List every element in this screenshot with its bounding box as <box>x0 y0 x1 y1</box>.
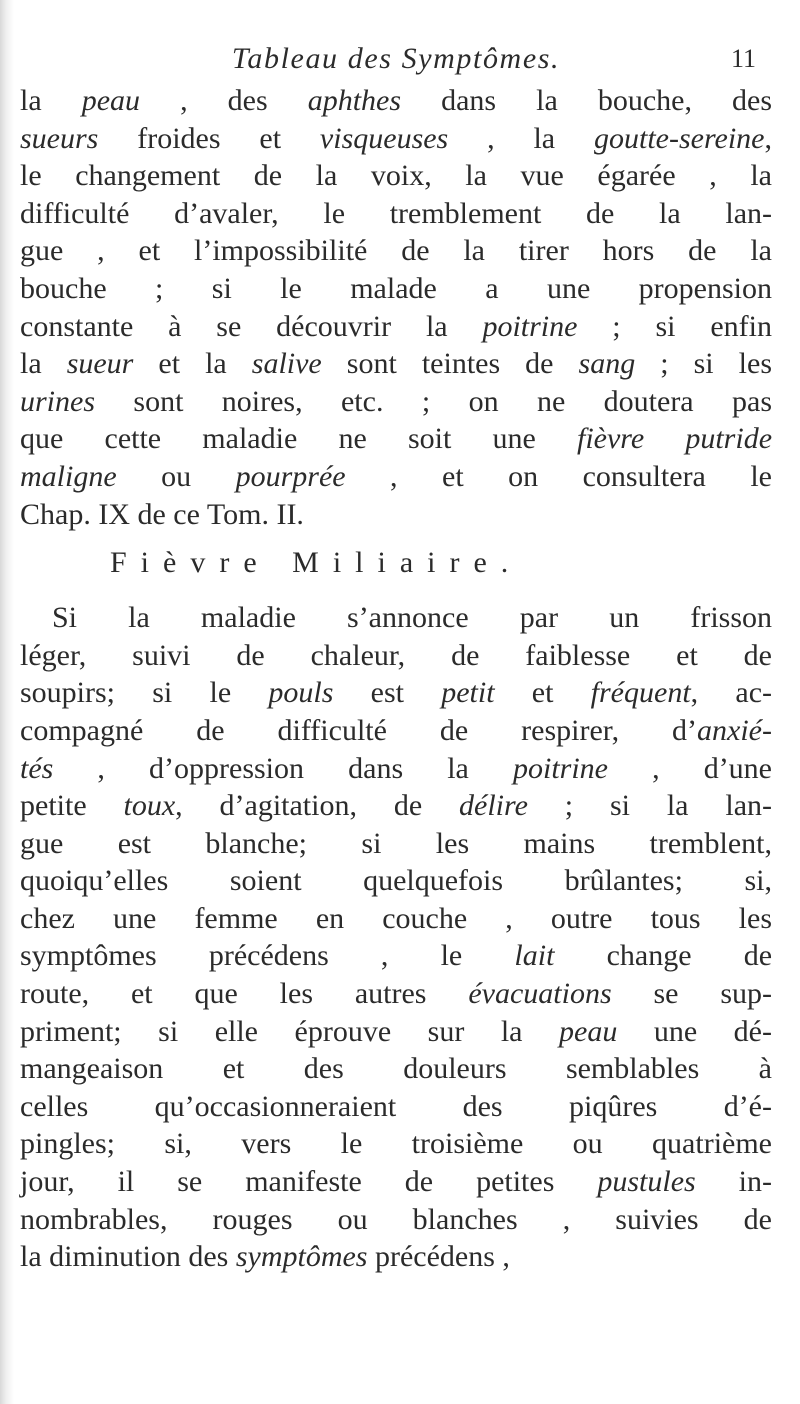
text-segment: bouche ; si le malade a une propension <box>20 271 772 305</box>
text-segment: , d’agitation, de <box>175 789 460 823</box>
text-segment: in- <box>695 1165 772 1199</box>
running-title: Tableau des Symptômes. <box>231 42 561 75</box>
text-line <box>20 270 772 308</box>
italic-term: sueur <box>66 347 134 381</box>
text-segment: Chap. IX de ce Tom. II. <box>20 497 304 531</box>
italic-term: fréquent <box>590 676 691 710</box>
text-line <box>20 862 772 900</box>
text-segment: compagné de difficulté de respirer, d’ <box>20 713 698 747</box>
page-gutter-shadow <box>0 0 14 1404</box>
text-segment: , <box>764 121 772 155</box>
text-line <box>20 345 772 383</box>
text-segment: , la <box>448 121 594 155</box>
text-line <box>20 637 772 675</box>
text-segment: une dé- <box>617 1014 772 1048</box>
text-line <box>20 1050 772 1088</box>
text-segment: chez une femme en couche , outre tous les <box>20 901 772 935</box>
text-segment: est <box>333 676 442 710</box>
text-segment: change de <box>554 939 773 973</box>
text-line <box>20 420 772 458</box>
text-segment: froides et <box>98 121 320 155</box>
italic-term: pustules <box>597 1165 696 1199</box>
text-line <box>20 120 772 158</box>
text-segment: se sup- <box>611 977 773 1011</box>
paragraph-2 <box>20 599 772 1276</box>
text-segment: priment; si elle éprouve sur la <box>20 1014 559 1048</box>
text-segment: , d’oppression dans la <box>53 751 513 785</box>
page-number: 11 <box>730 44 756 73</box>
text-segment: symptômes précédens , le <box>20 939 515 973</box>
italic-term: lait <box>514 939 555 973</box>
text-line <box>20 599 772 637</box>
italic-term: évacuations <box>468 977 612 1011</box>
text-segment: la <box>425 309 483 343</box>
italic-term: délire <box>459 789 528 823</box>
text-segment: petite <box>20 789 124 823</box>
italic-term: salive <box>251 347 322 381</box>
text-segment: jour, il se manifeste de petites <box>20 1165 598 1199</box>
text-segment: , des <box>140 84 308 117</box>
text-segment: que cette maladie ne soit une <box>20 422 577 456</box>
text-segment: Si la maladie s’annonce par un frisson <box>52 601 772 635</box>
text-line <box>20 1163 772 1201</box>
italic-term: visqueuses <box>319 121 449 155</box>
italic-term: fièvre putride <box>576 422 773 456</box>
text-segment: route, et que les autres <box>20 977 469 1011</box>
text-segment: léger, suivi de chaleur, de faiblesse et de <box>20 638 772 672</box>
italic-term: symptômes <box>235 1240 368 1274</box>
text-segment: précédens , <box>367 1240 510 1274</box>
text-segment: mangeaison et des douleurs semblables à <box>20 1052 772 1086</box>
text-segment: sont noires, etc. ; on ne doutera pas <box>95 384 772 418</box>
italic-term: aphthes <box>307 84 402 117</box>
italic-term: urines <box>20 384 95 418</box>
text-line <box>20 1088 772 1126</box>
text-line <box>20 82 772 120</box>
text-line <box>20 308 772 346</box>
italic-term: sueurs <box>20 121 99 155</box>
text-segment: , d’une <box>607 751 772 785</box>
italic-term: maligne <box>20 459 117 493</box>
italic-term: pourprée <box>235 459 346 493</box>
italic-term: poitrine <box>482 309 578 343</box>
text-line <box>20 787 772 825</box>
text-line <box>20 157 772 195</box>
text-segment: la <box>20 347 67 381</box>
text-line <box>20 1201 772 1239</box>
text-line <box>20 750 772 788</box>
text-line <box>20 1125 772 1163</box>
italic-term: peau <box>81 84 141 117</box>
text-line <box>20 1238 772 1276</box>
italic-term: toux <box>123 789 176 823</box>
italic-term: sang <box>578 347 636 381</box>
text-segment: et <box>494 676 591 710</box>
italic-term: poitrine <box>512 751 608 785</box>
italic-term: pouls <box>268 676 334 710</box>
page-header <box>20 42 772 82</box>
text-segment: quoiqu’elles soient quelquefois brûlantes; si, <box>20 864 772 898</box>
text-segment: celles qu’occasionneraient des piqûres d’é- <box>20 1089 772 1123</box>
text-segment: , ac- <box>690 676 773 710</box>
text-line <box>20 232 772 270</box>
text-segment: sont teintes de <box>321 347 579 381</box>
text-segment: ; si les <box>635 347 772 381</box>
text-line <box>20 937 772 975</box>
text-segment: la <box>20 84 82 117</box>
text-line <box>20 900 772 938</box>
text-line <box>20 496 772 534</box>
text-segment: le changement de la voix, la vue égarée , la <box>20 159 772 193</box>
italic-term: petit <box>441 676 495 710</box>
text-segment: soupirs; si le <box>20 676 269 710</box>
text-line <box>20 1013 772 1051</box>
text-segment: difficulté d’avaler, le tremblement de la lan- <box>20 196 772 230</box>
text-segment: ; si la lan- <box>527 789 772 823</box>
text-segment: ; si enfin <box>577 309 772 343</box>
text-segment: ou <box>116 459 236 493</box>
text-segment: et la <box>133 347 252 381</box>
text-segment: pingles; si, vers le troisième ou quatrième <box>20 1127 772 1161</box>
text-segment: gue est blanche; si les mains tremblent, <box>20 826 772 860</box>
text-line <box>20 674 772 712</box>
book-page <box>20 42 772 1276</box>
text-line <box>20 975 772 1013</box>
section-heading: Fièvre Miliaire. <box>110 546 523 580</box>
text-line <box>20 712 772 750</box>
paragraph-1 <box>20 82 772 533</box>
italic-term: peau <box>559 1014 618 1048</box>
text-line <box>20 383 772 421</box>
italic-term: tés <box>20 751 54 785</box>
text-segment: constante à se découvrir <box>20 309 426 343</box>
text-segment: la diminution des <box>20 1240 236 1274</box>
text-segment: dans la bouche, des <box>401 84 772 117</box>
text-line <box>20 195 772 233</box>
text-line <box>20 458 772 496</box>
text-segment: nombrables, rouges ou blanches , suivies de <box>20 1202 772 1236</box>
text-line <box>20 825 772 863</box>
italic-term: anxié- <box>697 713 772 747</box>
italic-term: goutte-sereine <box>594 121 765 155</box>
text-segment: gue , et l’impossibilité de la tirer hors de la <box>20 234 772 268</box>
text-segment: , et on consultera le <box>345 459 772 493</box>
